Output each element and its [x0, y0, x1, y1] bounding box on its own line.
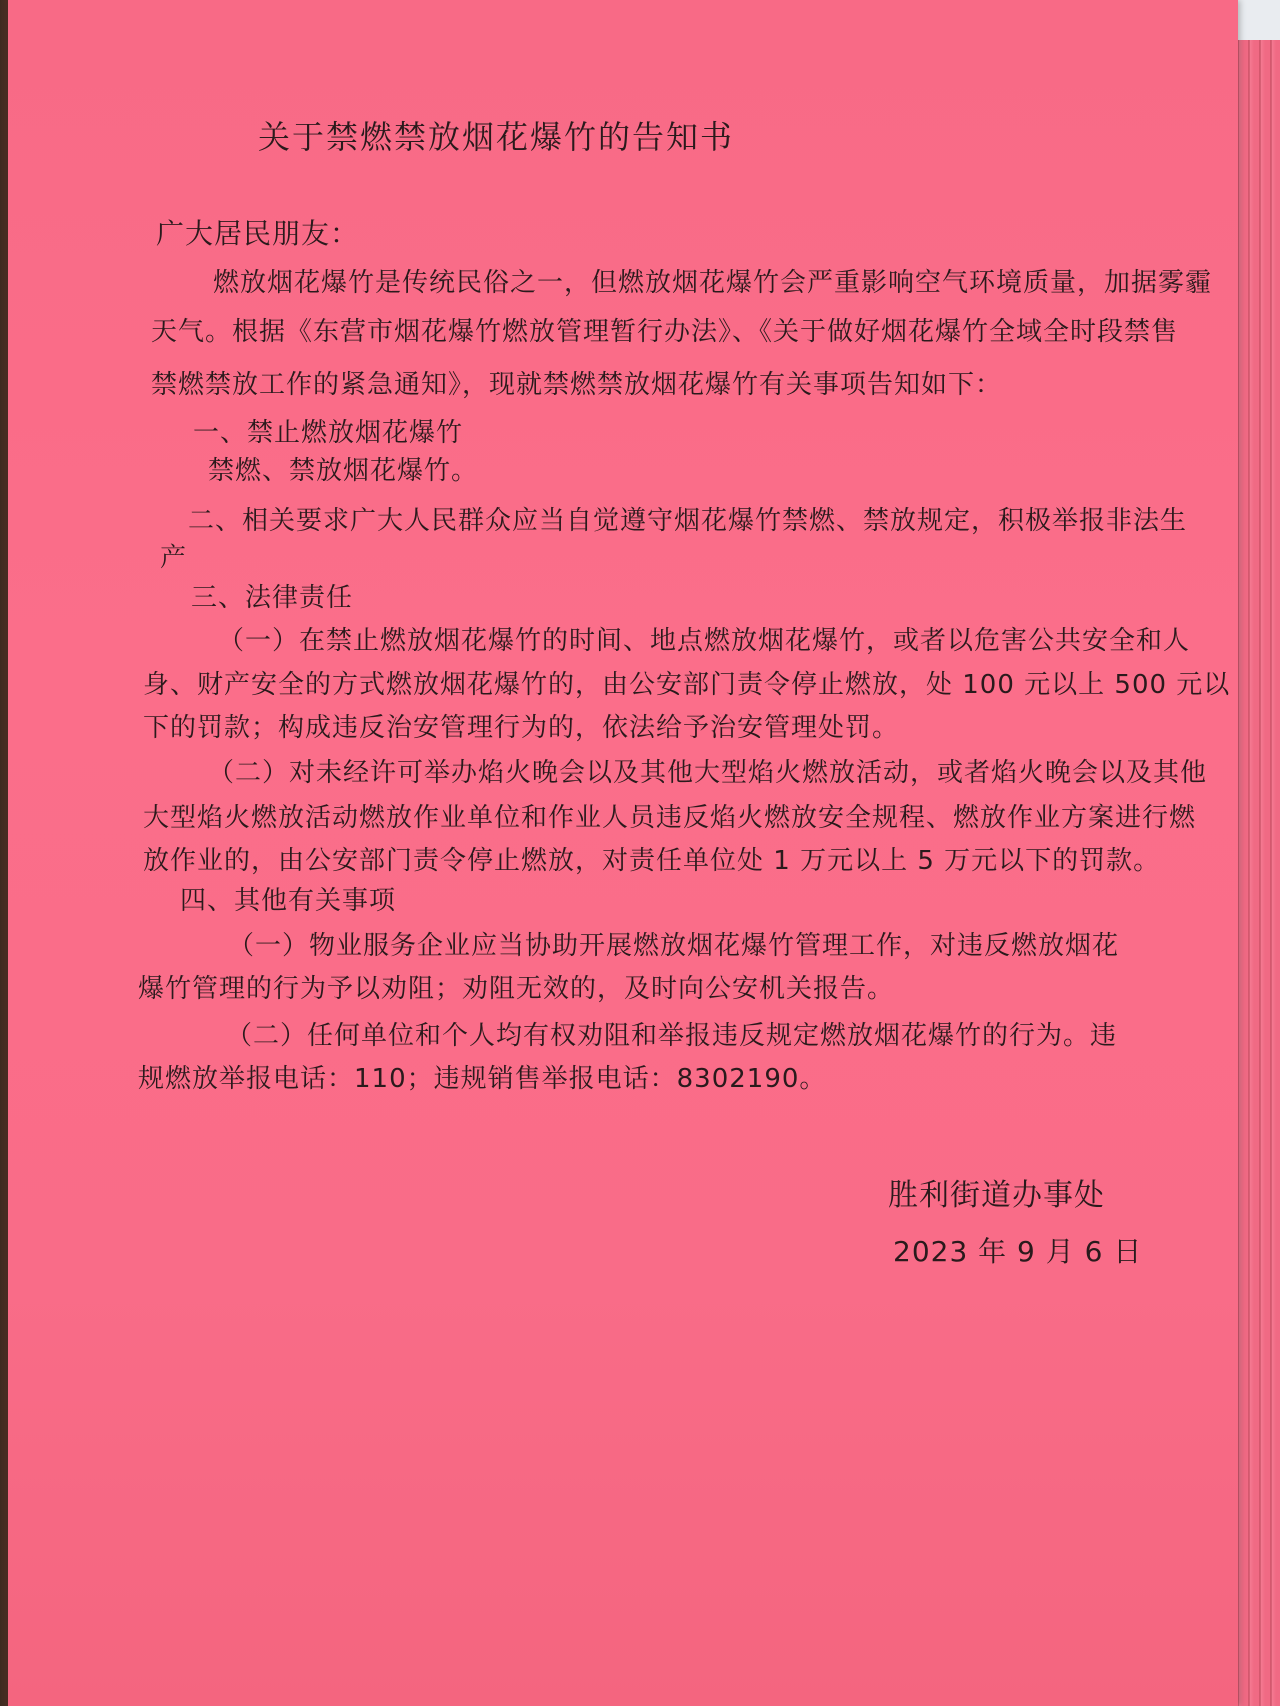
paragraph-line: 禁燃禁放工作的紧急通知》，现就禁燃禁放烟花爆竹有关事项告知如下：: [151, 370, 1003, 400]
notice-sheet: [8, 0, 1238, 1706]
paragraph-line: 天气。根据《东营市烟花爆竹燃放管理暂行办法》、《关于做好烟花爆竹全域全时段禁售: [151, 317, 1179, 347]
notice-title: 关于禁燃禁放烟花爆竹的告知书: [258, 118, 735, 156]
paragraph-line: 大型焰火燃放活动燃放作业单位和作业人员违反焰火燃放安全规程、燃放作业方案进行燃: [143, 803, 1197, 833]
paragraph-line: 禁燃、禁放烟花爆竹。: [208, 456, 479, 486]
paragraph-line: 身、财产安全的方式燃放烟花爆竹的，由公安部门责令停止燃放，处 100 元以上 500 元以: [143, 670, 1231, 700]
salutation: 广大居民朋友：: [156, 217, 360, 250]
paragraph-line: （一）物业服务企业应当协助开展燃放烟花爆竹管理工作，对违反燃放烟花: [228, 931, 1120, 961]
paragraph-line: 燃放烟花爆竹是传统民俗之一，但燃放烟花爆竹会严重影响空气环境质量，加据雾霾: [213, 268, 1213, 298]
paragraph-line: （二）任何单位和个人均有权劝阻和举报违反规定燃放烟花爆竹的行为。违: [226, 1021, 1118, 1051]
section-heading: 四、其他有关事项: [180, 886, 397, 916]
signature: 胜利街道办事处: [888, 1178, 1105, 1213]
paragraph-line: 放作业的，由公安部门责令停止燃放，对责任单位处 1 万元以上 5 万元以下的罚款。: [143, 846, 1161, 876]
section-heading: 二、相关要求广大人民群众应当自觉遵守烟花爆竹禁燃、禁放规定，积极举报非法生: [188, 506, 1188, 536]
section-heading: 一、禁止燃放烟花爆竹: [193, 418, 464, 448]
paragraph-line: 爆竹管理的行为予以劝阻；劝阻无效的，及时向公安机关报告。: [138, 974, 895, 1004]
paragraph-line: （一）在禁止燃放烟花爆竹的时间、地点燃放烟花爆竹，或者以危害公共安全和人: [218, 626, 1191, 656]
paragraph-line: 下的罚款；构成违反治安管理行为的，依法给予治安管理处罚。: [143, 713, 900, 743]
notice-date: 2023 年 9 月 6 日: [893, 1235, 1143, 1268]
paragraph-line: 产: [160, 543, 188, 573]
paragraph-line: 规燃放举报电话：110；违规销售举报电话：8302190。: [138, 1064, 827, 1094]
paragraph-line: （二）对未经许可举办焰火晚会以及其他大型焰火燃放活动，或者焰火晚会以及其他: [208, 758, 1208, 788]
section-heading: 三、法律责任: [191, 583, 354, 613]
